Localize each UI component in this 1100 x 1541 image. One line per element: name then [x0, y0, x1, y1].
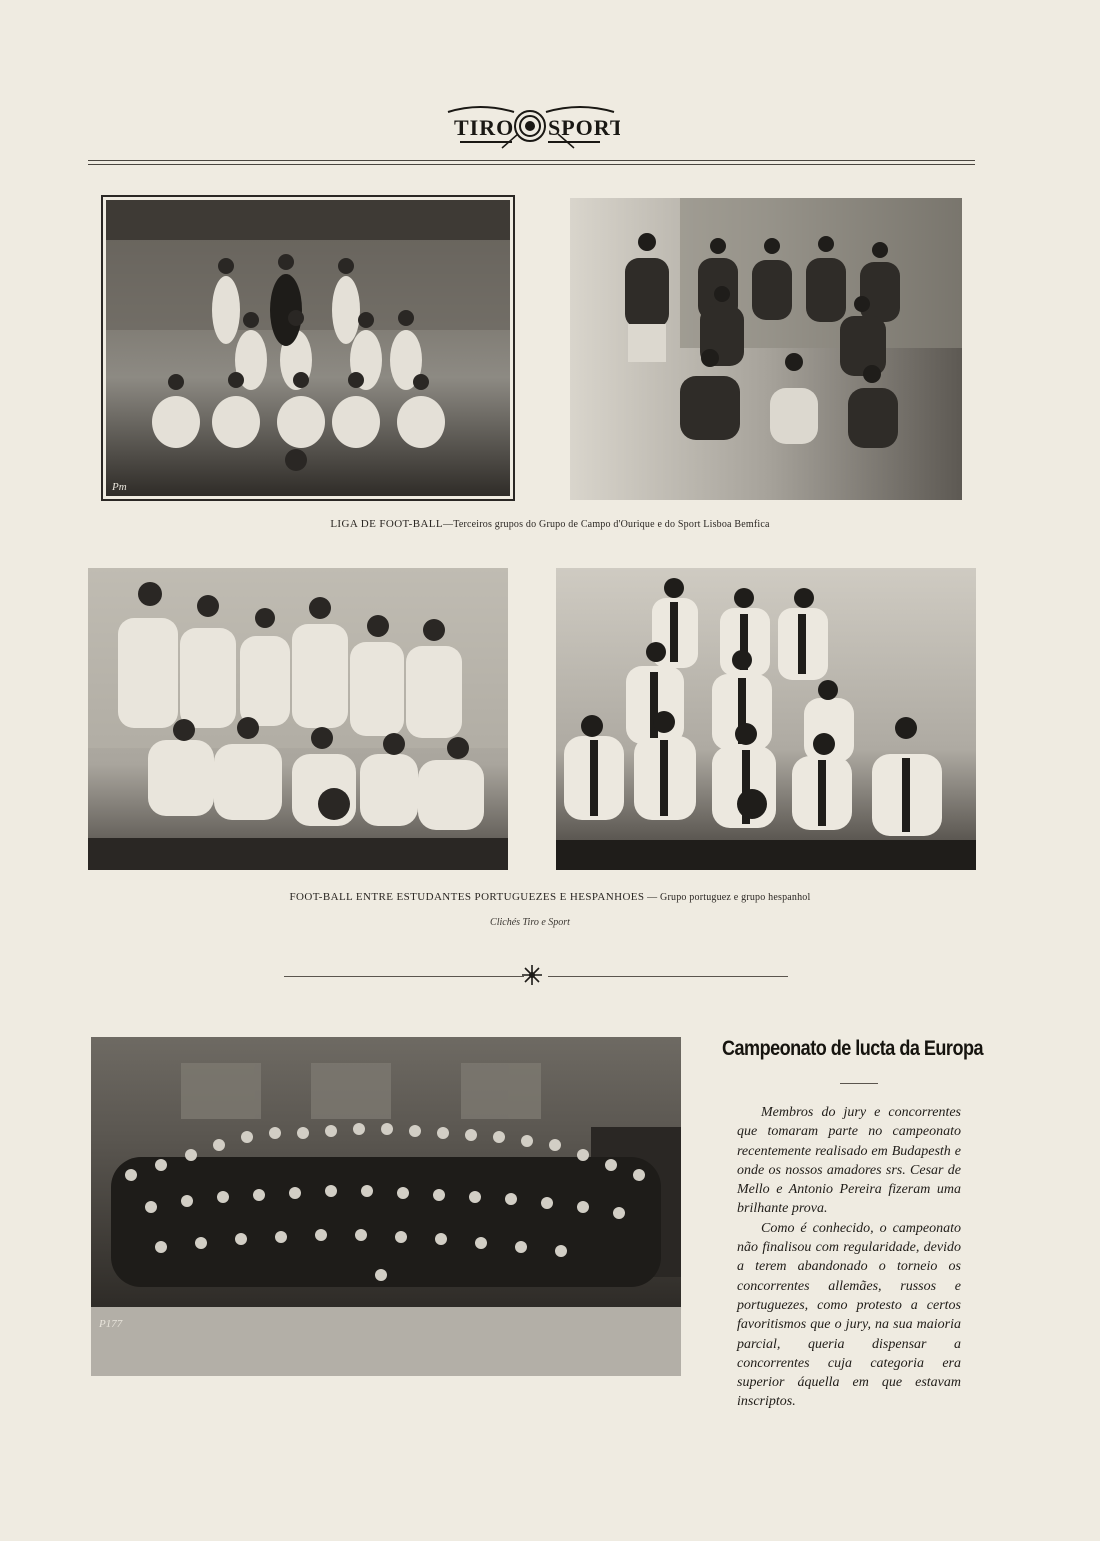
caption-rest: — Grupo portuguez e grupo hespanhol [644, 892, 811, 903]
article-title: Campeonato de lucta da Europa [722, 1037, 984, 1060]
caption-foot-ball-students [0, 891, 1100, 903]
header-rule-bottom [88, 164, 975, 165]
masthead-logo [440, 98, 620, 154]
photo-mark: Pm [112, 481, 127, 493]
team-photo-campo-ourique [106, 200, 510, 496]
divider-line-right [548, 976, 788, 977]
article-paragraph: Membros do jury e concorrentes que tomaram parte no campeonato recentemente realisado em Budapesth e onde os nossos amadores srs. Cesar de Mello e Antonio Pereira fizeram uma brilhante prova. [737, 1105, 961, 1217]
title-rule [840, 1083, 878, 1084]
caption-lead: LIGA DE FOOT-BALL [330, 518, 444, 530]
header-rule-top [88, 160, 975, 161]
article-body [737, 1103, 961, 1412]
wrestling-championship-group-photo [91, 1037, 681, 1376]
caption-liga-foot-ball [0, 518, 1100, 530]
caption-rest: —Terceiros grupos do Grupo de Campo d'Ourique e do Sport Lisboa Bemfica [443, 519, 770, 530]
asterisk-ornament-icon [521, 964, 543, 986]
team-photo-spanish-students [556, 568, 976, 870]
photo-credit: Clichés Tiro e Sport [490, 917, 570, 928]
target-icon [515, 111, 545, 141]
divider-line-left [284, 976, 524, 977]
team-photo-sport-lisboa-bemfica [570, 198, 962, 500]
article-paragraph: Como é conhecido, o campeonato não finalisou com regularidade, devido a terem abandonado o torneio os concorrentes allemães, russos e portuguezes, como protesto a certos favoritismos que o jury, na sua maioria parcial, queria dispensar a concorrentes cuja categoria era superior áquella em que estavam inscriptos. [737, 1220, 961, 1410]
caption-lead: FOOT-BALL ENTRE ESTUDANTES PORTUGUEZES E HESPANHOES [289, 891, 645, 903]
masthead-right-word: SPORT [548, 115, 620, 140]
photo-mark: P177 [99, 1318, 123, 1330]
team-photo-portuguese-students [88, 568, 508, 870]
masthead-left-word: TIRO [454, 115, 515, 140]
